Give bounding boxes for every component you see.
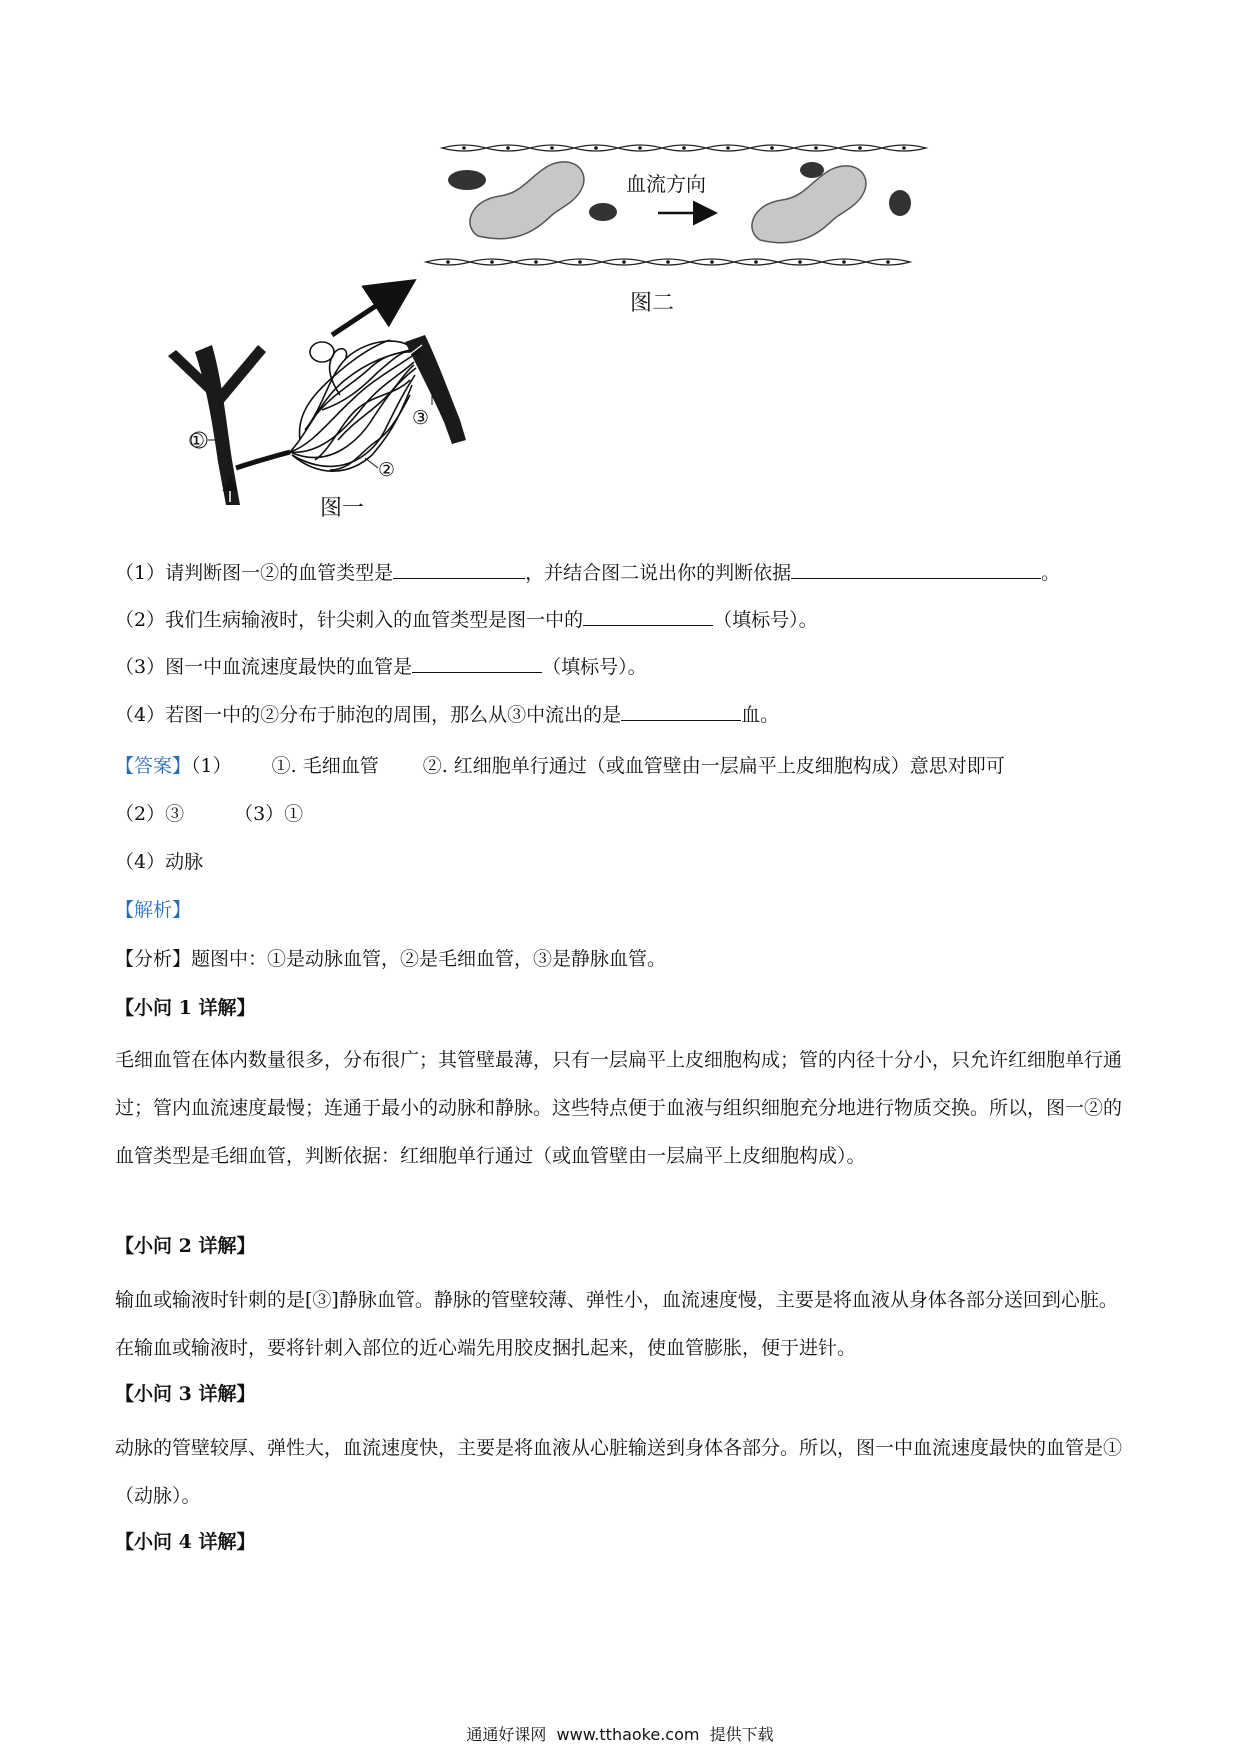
answer-blank — [621, 700, 741, 721]
artery — [168, 345, 266, 505]
question-1: （1）请判断图一②的血管类型是 ，并结合图二说出你的判断依据 。 — [115, 558, 1060, 587]
analysis-tag: 【解析】 — [115, 899, 192, 921]
answer-blank — [583, 605, 713, 626]
answer-blank — [791, 558, 1041, 579]
page-footer: 通通好课网 www.tthaoke.com 提供下载 — [466, 1725, 774, 1744]
figure-2-caption: 图二 — [630, 291, 675, 316]
blood-cell-dark — [589, 203, 617, 221]
label-2: ② — [378, 459, 396, 481]
blood-cell-dark — [800, 162, 824, 178]
flow-direction-label: 血流方向 — [626, 172, 706, 196]
answer-tag: 【答案】 — [115, 755, 192, 777]
answer-line-3: （4）动脉 — [115, 851, 204, 873]
red-blood-cell-left — [470, 162, 584, 239]
blood-cell-dark — [889, 190, 911, 216]
answer-line-2: （2）③ （3）① — [115, 803, 304, 825]
sub-question-4-heading: 【小问 4 详解】 — [115, 1531, 256, 1553]
question-3: （3）图一中血流速度最快的血管是 （填标号）。 — [115, 652, 647, 681]
answer-line-1: 【答案】（1） ①. 毛细血管 ②. 红细胞单行通过（或血管壁由一层扁平上皮细胞构成）意思对即可 — [115, 755, 1005, 777]
capillary-network — [290, 340, 416, 471]
arteriole — [236, 452, 290, 468]
sub-question-2-text: 输血或输液时针刺的是[③]静脉血管。静脉的管壁较薄、弹性小，血流速度慢，主要是将血液从身体各部分送回到心脏。在输血或输液时，要将针刺入部位的近心端先用胶皮捆扎起来，使血管膨胀，便于进针。 — [115, 1289, 1118, 1359]
label-1: ① — [188, 430, 206, 452]
vessel-wall-bottom — [426, 259, 910, 265]
diagram — [0, 0, 1240, 540]
sub-question-1-heading: 【小问 1 详解】 — [115, 997, 256, 1019]
question-2: （2）我们生病输液时，针尖刺入的血管类型是图一中的 （填标号）。 — [115, 605, 818, 634]
answer-blank — [393, 558, 525, 579]
sub-question-3-text: 动脉的管壁较厚、弹性大，血流速度快，主要是将血液从心脏输送到身体各部分。所以，图一中血流速度最快的血管是①（动脉）。 — [115, 1437, 1123, 1507]
zoom-pointer-arrow — [332, 290, 400, 335]
answer-blank — [412, 652, 542, 673]
label-3: ③ — [412, 407, 430, 429]
vessel-wall-top — [442, 145, 926, 151]
blood-cell-dark — [448, 170, 486, 190]
sub-question-1-text: 毛细血管在体内数量很多，分布很广；其管壁最薄，只有一层扁平上皮细胞构成；管的内径十分小，只允许红细胞单行通过；管内血流速度最慢；连通于最小的动脉和静脉。这些特点便于血液与组织细胞充分地进行物质交换。所以，图一②的血管类型是毛细血管，判断依据：红细胞单行通过（或血管壁由一层扁平上皮细胞构成）。 — [115, 1049, 1123, 1167]
sub-question-3-heading: 【小问 3 详解】 — [115, 1383, 256, 1405]
figure-1-caption: 图一 — [320, 496, 365, 521]
sub-question-2-heading: 【小问 2 详解】 — [115, 1235, 256, 1257]
question-4: （4）若图一中的②分布于肺泡的周围，那么从③中流出的是 血。 — [115, 700, 779, 729]
analysis-summary: 【分析】题图中：①是动脉血管，②是毛细血管，③是静脉血管。 — [115, 948, 667, 970]
